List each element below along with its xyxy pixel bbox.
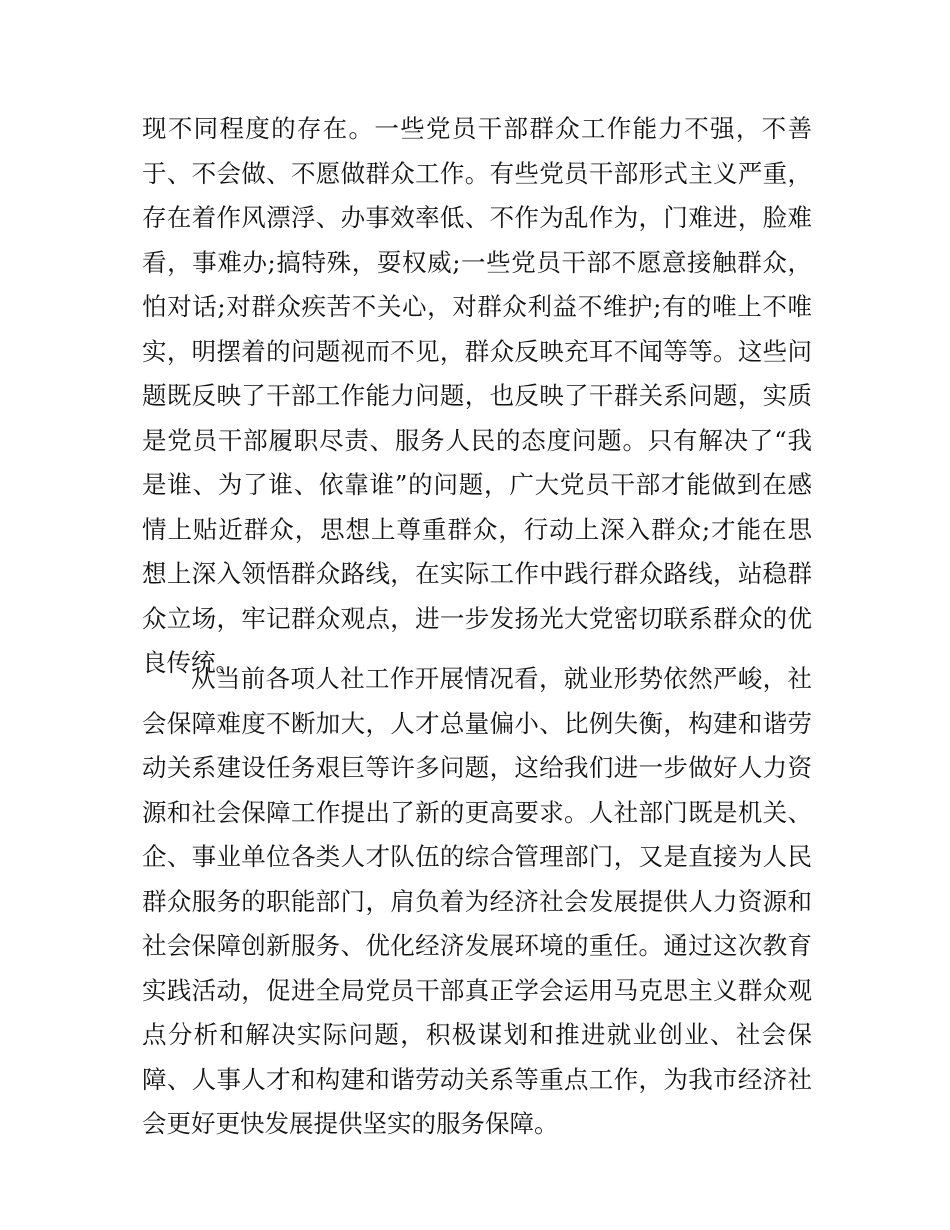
- text-line: 会更好更快发展提供坚实的服务保障。: [142, 1109, 559, 1138]
- text-line: 众立场，牢记群众观点，进一步发扬光大党密切联系群众的优: [142, 603, 812, 633]
- text-line: 实，明摆着的问题视而不见，群众反映充耳不闻等等。这些问: [142, 336, 812, 366]
- text-line: 怕对话;对群众疾苦不关心，对群众利益不维护;有的唯上不唯: [142, 292, 812, 321]
- text-line: 企、事业单位各类人才队伍的综合管理部门，又是直接为人民: [142, 842, 812, 871]
- text-line: 良传统。: [142, 648, 240, 677]
- text-line: 会保障难度不断加大，人才总量偏小、比例失衡，构建和谐劳: [142, 708, 812, 738]
- text-line: 是谁、为了谁、依靠谁”的问题，广大党员干部才能做到在感: [142, 470, 812, 499]
- text-line: 动关系建设任务艰巨等许多问题，这给我们进一步做好人力资: [142, 753, 812, 782]
- text-line: 社会保障创新服务、优化经济发展环境的重任。通过这次教育: [142, 931, 812, 960]
- text-line: 存在着作风漂浮、办事效率低、不作为乱作为，门难进，脸难: [142, 203, 812, 232]
- paragraph-2: [142, 657, 812, 1147]
- text-line: 点分析和解决实际问题，积极谋划和推进就业创业、社会保: [142, 1020, 812, 1049]
- text-line: 于、不会做、不愿做群众工作。有些党员干部形式主义严重，: [142, 158, 812, 188]
- text-line: 看，事难办;搞特殊，耍权威;一些党员干部不愿意接触群众，: [142, 247, 812, 277]
- text-line: 情上贴近群众，思想上尊重群众，行动上深入群众;才能在思: [142, 514, 812, 544]
- paragraph-1: [142, 107, 812, 686]
- text-line: 障、人事人才和构建和谐劳动关系等重点工作，为我市经济社: [142, 1064, 812, 1094]
- text-line: 实践活动，促进全局党员干部真正学会运用马克思主义群众观: [142, 975, 812, 1005]
- text-line: 现不同程度的存在。一些党员干部群众工作能力不强，不善: [142, 114, 812, 143]
- text-line: 题既反映了干部工作能力问题，也反映了干群关系问题，实质: [142, 381, 812, 410]
- text-line: 想上深入领悟群众路线，在实际工作中践行群众路线，站稳群: [142, 559, 812, 588]
- text-line: 从当前各项人社工作开展情况看，就业形势依然严峻，社: [191, 664, 812, 693]
- text-line: 源和社会保障工作提出了新的更高要求。人社部门既是机关、: [142, 797, 812, 827]
- text-line: 群众服务的职能部门，肩负着为经济社会发展提供人力资源和: [142, 886, 812, 916]
- text-line: 是党员干部履职尽责、服务人民的态度问题。只有解决了“我: [142, 425, 812, 455]
